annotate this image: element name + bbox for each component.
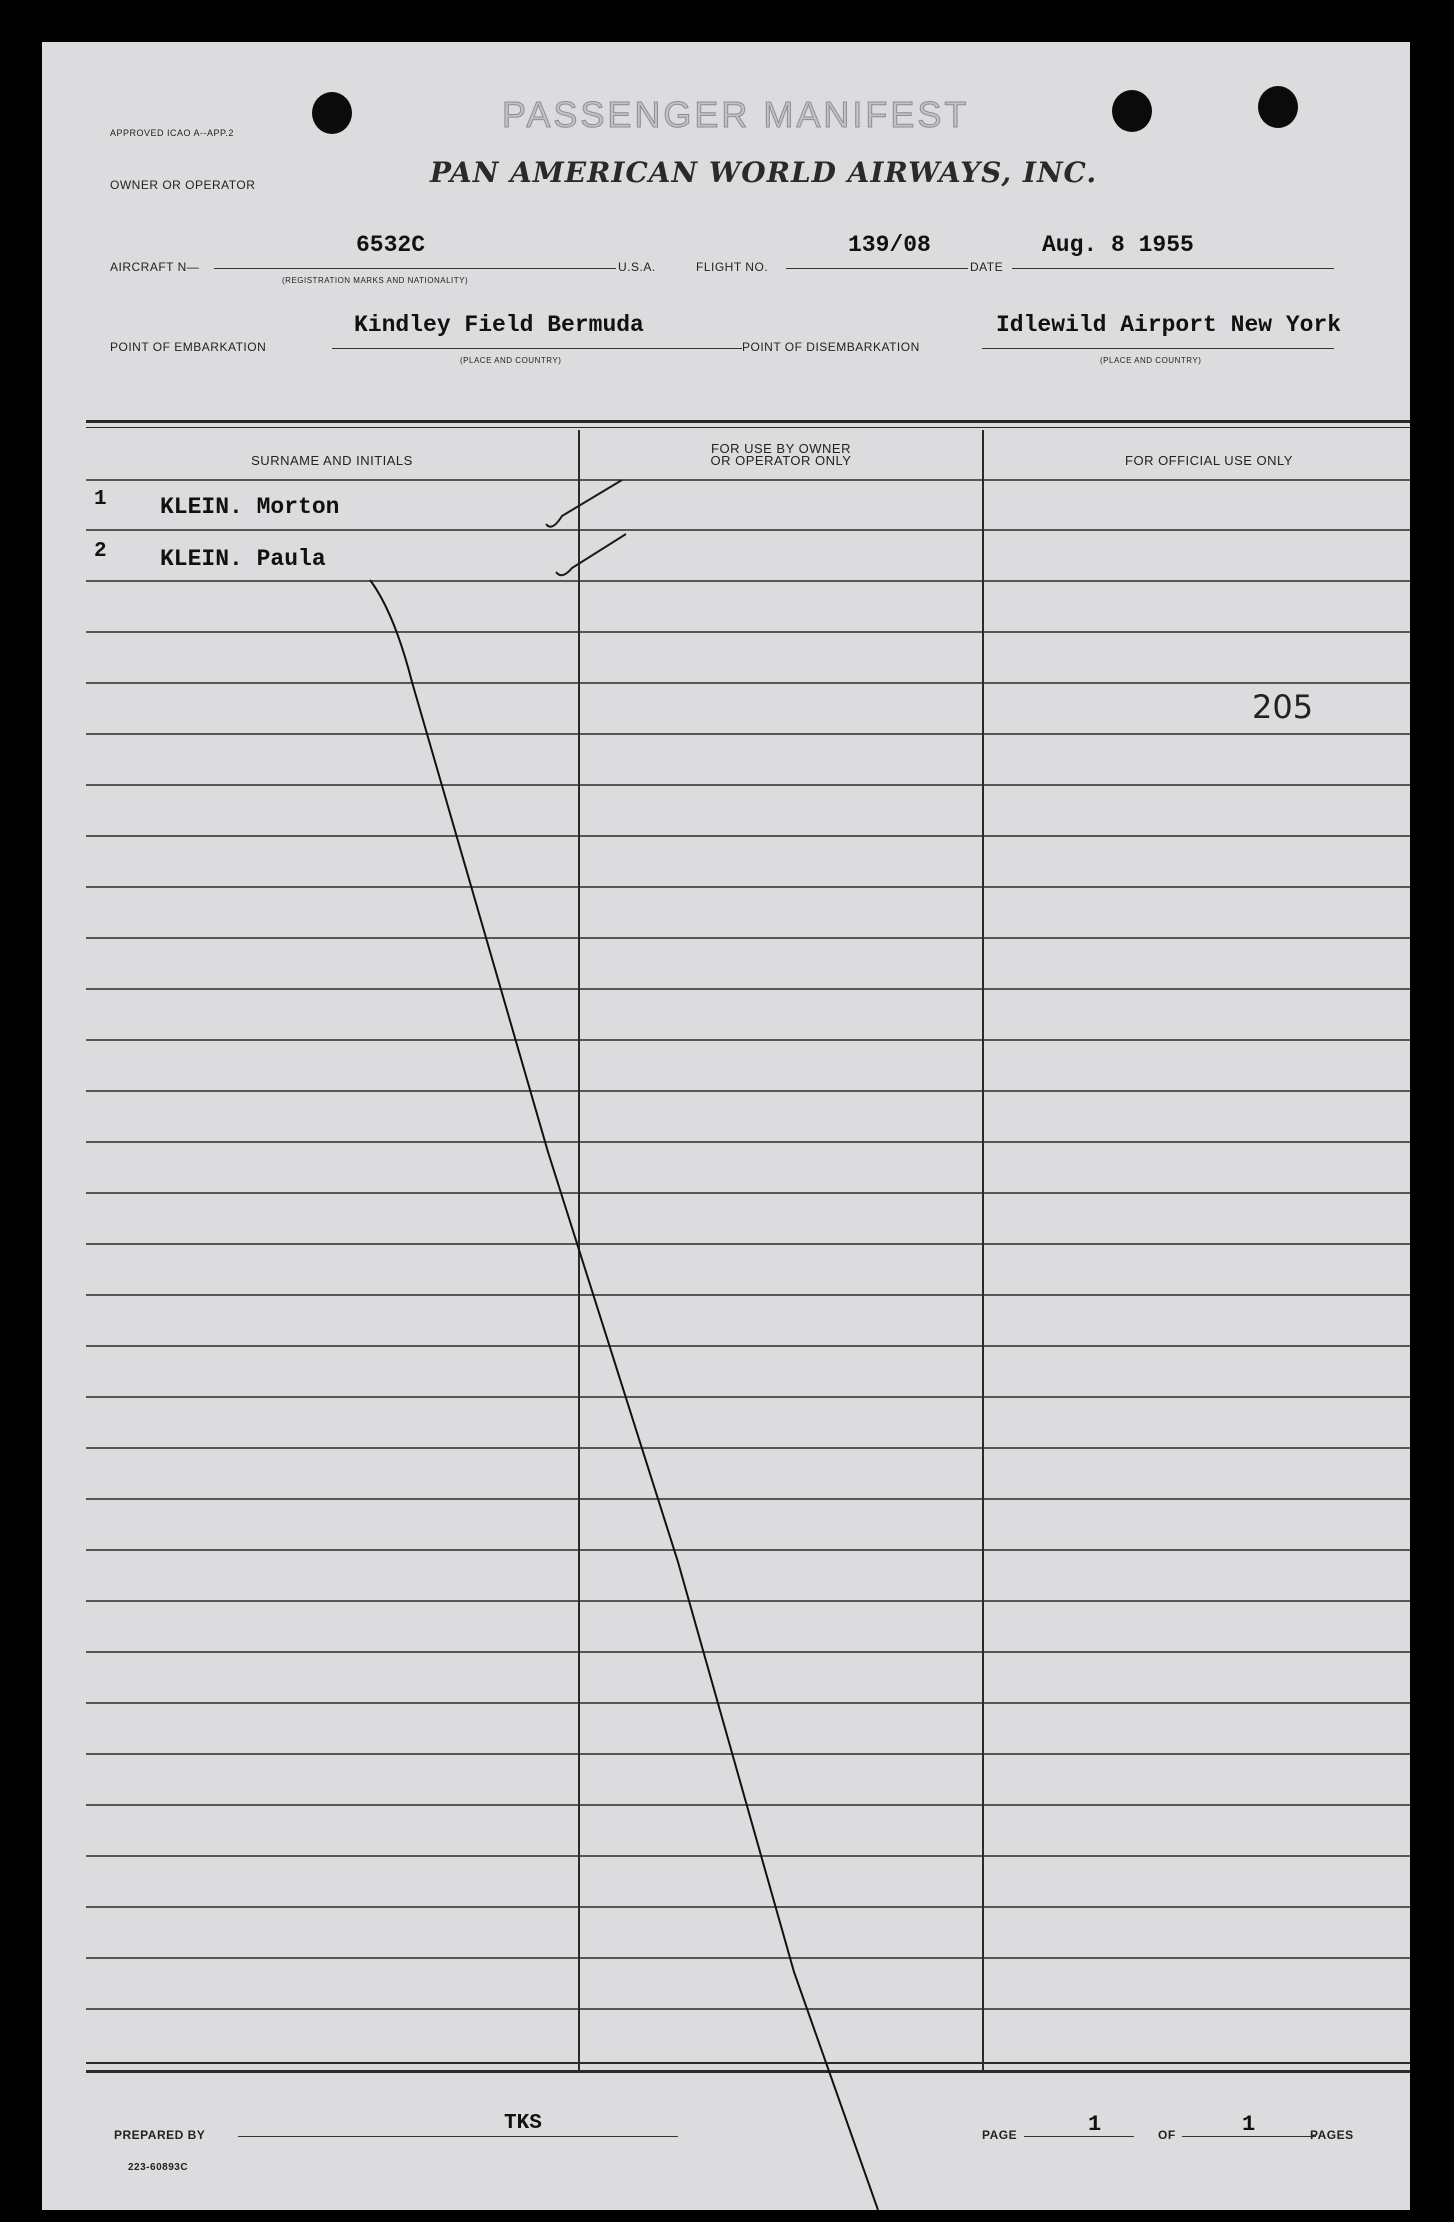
embarkation-value: Kindley Field Bermuda [354,312,644,338]
disembarkation-value: Idlewild Airport New York [996,312,1342,338]
page-label: PAGE [982,2128,1018,2142]
date-label: DATE [970,260,1004,274]
header-official-use: FOR OFFICIAL USE ONLY [1125,453,1293,468]
flight-label: FLIGHT NO. [696,260,769,274]
date-value: Aug. 8 1955 [1042,232,1194,258]
official-note: 205 [1252,688,1314,726]
of-label: OF [1158,2128,1176,2142]
handwritten-diagonal-strike [370,580,878,2210]
aircraft-value: 6532C [356,232,426,258]
aircraft-suffix: U.S.A. [618,260,656,274]
embarkation-label: POINT OF EMBARKATION [110,340,267,354]
owner-value: PAN AMERICAN WORLD AIRWAYS, INC. [430,156,1098,189]
flight-value: 139/08 [848,232,931,258]
passenger-name: KLEIN. Morton [160,494,340,520]
embarkation-sublabel: (PLACE AND COUNTRY) [460,356,562,365]
passenger-name: KLEIN. Paula [160,546,326,572]
form-title: PASSENGER MANIFEST [502,94,970,135]
header-owner-use-line2: OR OPERATOR ONLY [710,453,852,468]
aircraft-sublabel: (REGISTRATION MARKS AND NATIONALITY) [282,276,469,285]
page-value: 1 [1088,2112,1102,2137]
header-surname: SURNAME AND INITIALS [251,453,413,468]
owner-label: OWNER OR OPERATOR [110,178,256,192]
prepared-label: PREPARED BY [114,2128,206,2142]
approval-stamp: APPROVED ICAO A--APP.2 [110,128,234,138]
of-value: 1 [1242,2112,1256,2137]
form-number: 223-60893C [128,2162,189,2173]
passenger-number: 1 [94,488,107,511]
ruled-lines-overlay [42,42,1410,2210]
header-owner-use-line1: FOR USE BY OWNER [711,441,851,456]
check-mark-row-1 [546,480,622,527]
aircraft-label: AIRCRAFT N— [110,260,200,274]
passenger-number: 2 [94,540,107,563]
manifest-sheet [42,42,1410,2210]
pages-label: PAGES [1310,2128,1354,2142]
disembarkation-sublabel: (PLACE AND COUNTRY) [1100,356,1202,365]
prepared-value: TKS [504,2112,542,2135]
check-mark-row-2 [556,534,626,575]
disembarkation-label: POINT OF DISEMBARKATION [742,340,920,354]
